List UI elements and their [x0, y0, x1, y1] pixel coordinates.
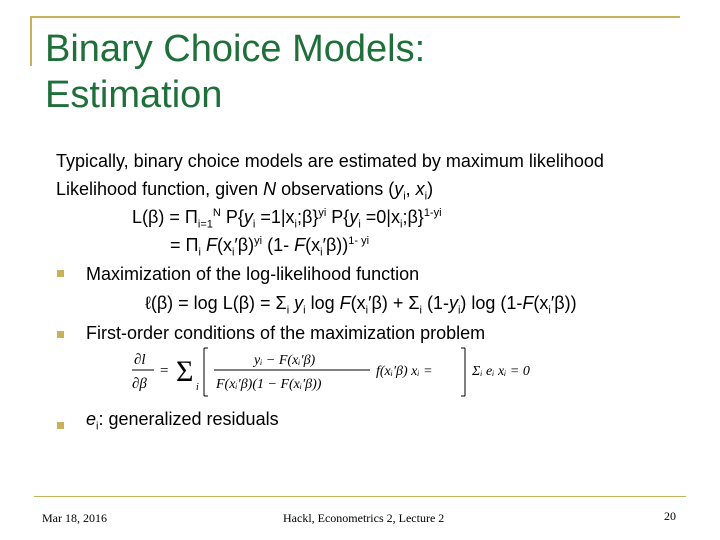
footer-date: Mar 18, 2016	[42, 511, 107, 525]
likelihood-equation-product: = $\Pi_i$ $F(x_i'\beta)^{yi}$ (1- $F(x_i'\beta))^{1- yi}$	[170, 235, 370, 259]
bullet-loglikelihood: Maximization of the log-likelihood function	[86, 264, 420, 284]
residual-numerator: yᵢ − F(xᵢ′β)	[254, 353, 316, 368]
bullet-generalized-residuals: $e_i$: generalized residuals	[86, 409, 279, 433]
bullet-first-order-conditions: First-order conditions of the maximization problem	[86, 323, 486, 343]
log-likelihood-equation: ℓ(β) = $\log L(\beta) = \Sigma_i$ $y_i$ $\log F(x_i'\beta) + \Sigma_i$ $(1-y_i)$ $\log (1-F(x_i'\beta))$	[145, 293, 577, 317]
title-line-2: Estimation	[45, 74, 223, 116]
first-order-condition-equation	[132, 344, 572, 400]
footer-lecture: Hackl, Econometrics 2, Lecture 2	[283, 511, 445, 525]
bullet-marker	[57, 270, 64, 277]
residual-denominator: F(xᵢ′β)(1 − F(xᵢ′β))	[216, 377, 322, 392]
summation-symbol: Σ	[176, 355, 194, 388]
summation-index: i	[196, 382, 199, 393]
partial-beta: ∂β	[132, 376, 147, 392]
generalized-residual-sum: Σᵢ eᵢ xᵢ = 0	[472, 364, 530, 379]
footer-page-number: 20	[664, 509, 676, 523]
bullet-marker	[57, 331, 64, 338]
partial-l: ∂l	[134, 352, 146, 368]
likelihood-intro-line: Likelihood function, given N observations ($y_i$, $x_i$)	[56, 179, 434, 203]
intro-line: Typically, binary choice models are estimated by maximum likelihood	[56, 151, 604, 171]
title-line-1: Binary Choice Models:	[45, 28, 426, 70]
footer-rule	[34, 496, 686, 497]
equals-sign: =	[160, 363, 169, 379]
bullet-marker	[57, 422, 64, 429]
density-term: f(xᵢ′β) xᵢ =	[376, 364, 433, 379]
likelihood-equation: $L(\beta) = \Pi_{i=1}^N$ $P\{y_i$ $=1|x_i;\beta\}^{yi}$ $P\{y_i$ $=0|x_i;\beta\}^{1-yi}$	[132, 207, 442, 231]
